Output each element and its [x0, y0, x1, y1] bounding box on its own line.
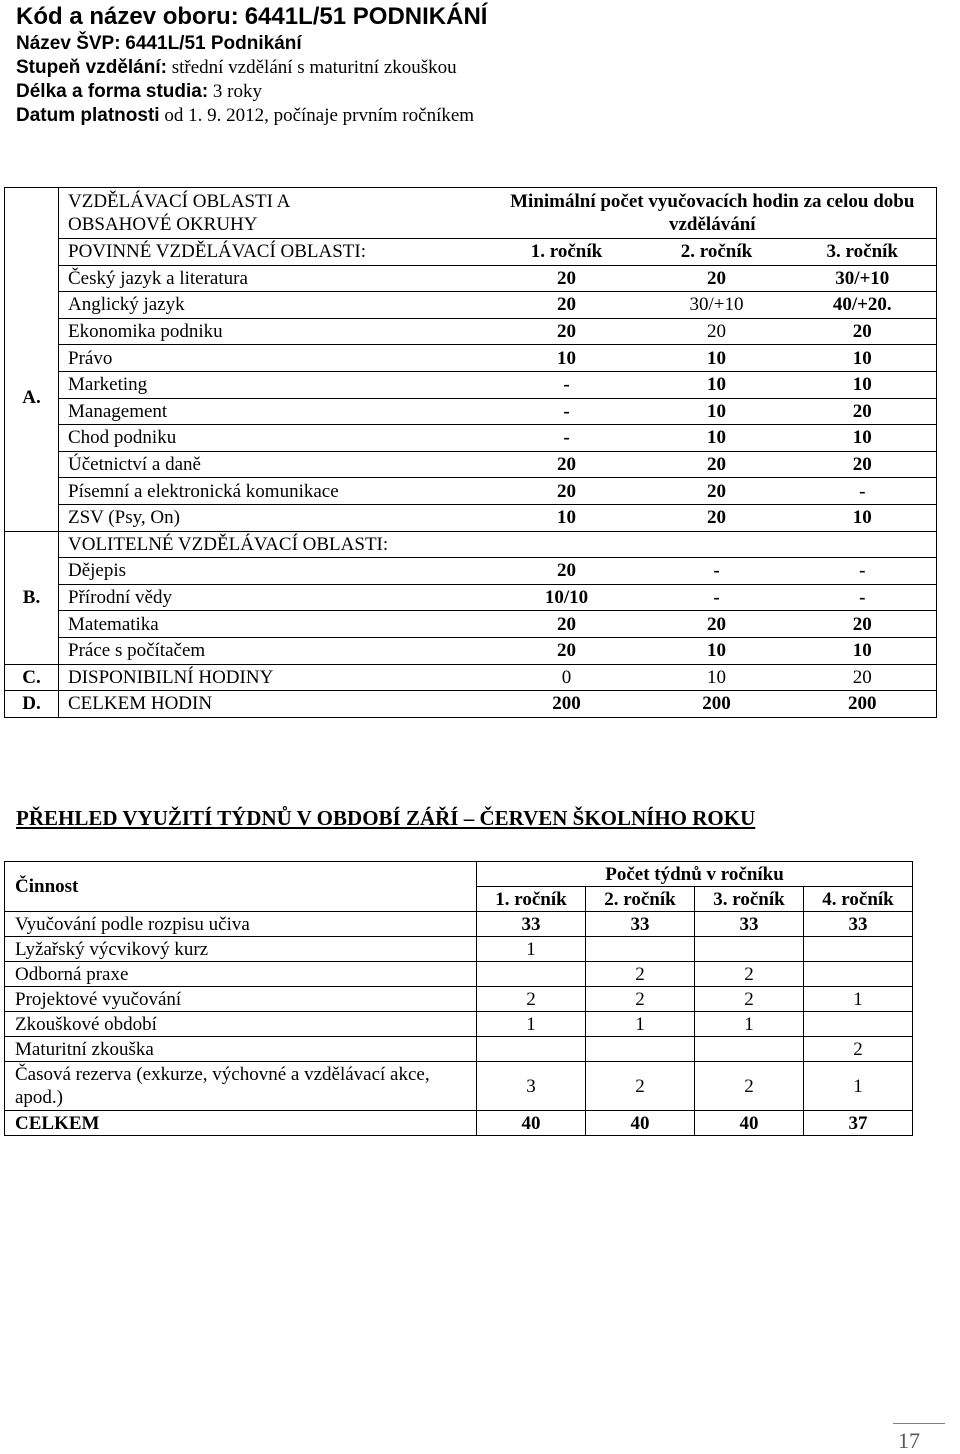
value-cell: 40 — [695, 1111, 804, 1136]
table-row — [5, 1037, 913, 1062]
optional-label: VOLITELNÉ VZDĚLÁVACÍ OBLASTI: — [59, 531, 489, 558]
value-cell: 3 — [477, 1062, 586, 1111]
document-header — [16, 2, 487, 128]
value-cell: 37 — [804, 1111, 913, 1136]
subject-name: Účetnictví a daně — [59, 451, 489, 478]
table-row — [5, 371, 937, 398]
page-number-rule — [893, 1423, 945, 1424]
value-cell: 10/10 — [489, 584, 645, 611]
value-cell: 20 — [645, 265, 789, 292]
value-cell: 2 — [586, 1062, 695, 1111]
value-cell: 20 — [489, 637, 645, 664]
subject-name: Anglický jazyk — [59, 292, 489, 319]
weeks-overview-table — [4, 861, 913, 1136]
value-cell: 10 — [789, 425, 937, 452]
total-row — [5, 1111, 913, 1136]
weeks-header: Počet týdnů v ročníku — [477, 862, 913, 887]
table-row — [5, 987, 913, 1012]
year-1-header: 1. ročník — [489, 239, 645, 266]
table-row — [5, 637, 937, 664]
value-cell — [477, 962, 586, 987]
value-cell: - — [645, 558, 789, 585]
value-cell: 2 — [695, 1062, 804, 1111]
section-title: PŘEHLED VYUŽITÍ TÝDNŮ V OBDOBÍ ZÁŘÍ – ČERVEN ŠKOLNÍHO ROKU — [16, 806, 756, 830]
study-length — [16, 80, 487, 104]
value-cell: - — [489, 371, 645, 398]
table-row — [5, 451, 937, 478]
validity-label: Datum platnosti — [16, 105, 160, 126]
table-row — [5, 318, 937, 345]
validity-date — [16, 104, 487, 128]
available-hours-label: DISPONIBILNÍ HODINY — [59, 664, 489, 691]
value-cell: 10 — [645, 425, 789, 452]
education-level — [16, 56, 487, 80]
value-cell: 2 — [477, 987, 586, 1012]
activity-name: Vyučování podle rozpisu učiva — [5, 912, 477, 937]
value-cell: 2 — [804, 1037, 913, 1062]
svp-label: Název ŠVP: — [16, 33, 121, 54]
value-cell: 20 — [489, 451, 645, 478]
value-cell: 20 — [489, 292, 645, 319]
section-d-label: D. — [5, 691, 59, 718]
activity-name: Projektové vyučování — [5, 987, 477, 1012]
value-cell: 2 — [586, 962, 695, 987]
value-cell: 10 — [489, 504, 645, 531]
value-cell: 20 — [489, 478, 645, 505]
value-cell: 33 — [804, 912, 913, 937]
year-3-header: 3. ročník — [695, 887, 804, 912]
total-hours-label: CELKEM HODIN — [59, 691, 489, 718]
min-hours-header: Minimální počet vyučovacích hodin za celou dobu vzdělávání — [510, 191, 915, 235]
activity-name: Zkouškové období — [5, 1012, 477, 1037]
value-cell: 10 — [789, 504, 937, 531]
available-hours-row — [5, 664, 937, 691]
value-cell: 10 — [645, 371, 789, 398]
value-cell: 40 — [586, 1111, 695, 1136]
table-row — [5, 425, 937, 452]
value-cell — [804, 1012, 913, 1037]
value-cell: 10 — [489, 345, 645, 372]
value-cell: 1 — [804, 987, 913, 1012]
education-level-label: Stupeň vzdělání: — [16, 57, 167, 78]
value-cell: 20 — [789, 664, 937, 691]
value-cell: 2 — [695, 962, 804, 987]
value-cell — [804, 937, 913, 962]
svp-name — [16, 32, 487, 56]
education-level-value: střední vzdělání s maturitní zkouškou — [171, 57, 457, 78]
table-row — [5, 398, 937, 425]
year-4-header: 4. ročník — [804, 887, 913, 912]
subject-name: Písemní a elektronická komunikace — [59, 478, 489, 505]
curriculum-hours-table — [4, 187, 937, 718]
subject-name: Chod podniku — [59, 425, 489, 452]
value-cell: 200 — [489, 691, 645, 718]
activity-name: Maturitní zkouška — [5, 1037, 477, 1062]
value-cell: 10 — [645, 637, 789, 664]
value-cell — [695, 1037, 804, 1062]
year-3-header: 3. ročník — [789, 239, 937, 266]
subject-name: Český jazyk a literatura — [59, 265, 489, 292]
value-cell: 1 — [586, 1012, 695, 1037]
value-cell: 30/+10 — [645, 292, 789, 319]
value-cell: - — [789, 584, 937, 611]
value-cell: 200 — [645, 691, 789, 718]
value-cell: 10 — [645, 345, 789, 372]
subject-name: Ekonomika podniku — [59, 318, 489, 345]
value-cell: 20 — [789, 451, 937, 478]
field-code-name — [16, 2, 487, 32]
value-cell: 20 — [789, 398, 937, 425]
table-row — [5, 265, 937, 292]
table-row — [5, 345, 937, 372]
value-cell: 20 — [489, 558, 645, 585]
table-row — [5, 292, 937, 319]
value-cell: 20 — [645, 504, 789, 531]
table-row — [5, 937, 913, 962]
areas-header: VZDĚLÁVACÍ OBLASTI A OBSAHOVÉ OKRUHY — [59, 188, 489, 239]
section-b-label: B. — [5, 531, 59, 664]
value-cell: 20 — [645, 318, 789, 345]
mandatory-header-row — [5, 239, 937, 266]
field-value: 6441L/51 PODNIKÁNÍ — [244, 3, 488, 30]
activity-header: Činnost — [5, 862, 477, 912]
value-cell: 1 — [477, 1012, 586, 1037]
value-cell — [477, 1037, 586, 1062]
value-cell: 20 — [645, 611, 789, 638]
value-cell: 20 — [645, 478, 789, 505]
table-row — [5, 558, 937, 585]
value-cell — [804, 962, 913, 987]
subject-name: Práce s počítačem — [59, 637, 489, 664]
table-row — [5, 504, 937, 531]
total-label: CELKEM — [5, 1111, 477, 1136]
value-cell — [586, 1037, 695, 1062]
subject-name: Právo — [59, 345, 489, 372]
field-label: Kód a název oboru: — [16, 3, 239, 30]
table-row — [5, 912, 913, 937]
subject-name: Matematika — [59, 611, 489, 638]
value-cell: 20 — [789, 318, 937, 345]
section-a-label: A. — [5, 265, 59, 531]
section-c-label: C. — [5, 664, 59, 691]
value-cell: 20 — [489, 318, 645, 345]
value-cell: - — [789, 478, 937, 505]
value-cell: 20 — [645, 451, 789, 478]
year-2-header: 2. ročník — [586, 887, 695, 912]
value-cell: 2 — [586, 987, 695, 1012]
value-cell: 40/+20. — [789, 292, 937, 319]
study-length-label: Délka a forma studia: — [16, 81, 209, 102]
value-cell: - — [489, 398, 645, 425]
activity-name: Odborná praxe — [5, 962, 477, 987]
value-cell: 10 — [789, 637, 937, 664]
table-row — [5, 1062, 913, 1111]
svp-value: 6441L/51 Podnikání — [125, 33, 302, 54]
subject-name: Management — [59, 398, 489, 425]
value-cell: - — [789, 558, 937, 585]
study-length-value: 3 roky — [212, 81, 262, 102]
activity-name: Lyžařský výcvikový kurz — [5, 937, 477, 962]
subject-name: Přírodní vědy — [59, 584, 489, 611]
table-header-row — [5, 188, 937, 239]
value-cell: 33 — [586, 912, 695, 937]
value-cell: 20 — [489, 265, 645, 292]
value-cell: 10 — [645, 664, 789, 691]
table-row — [5, 1012, 913, 1037]
value-cell: 20 — [489, 611, 645, 638]
subject-name: ZSV (Psy, On) — [59, 504, 489, 531]
year-1-header: 1. ročník — [477, 887, 586, 912]
value-cell: 2 — [695, 987, 804, 1012]
validity-value: od 1. 9. 2012, počínaje prvním ročníkem — [164, 105, 475, 126]
value-cell: - — [645, 584, 789, 611]
value-cell: 1 — [804, 1062, 913, 1111]
subject-name: Dějepis — [59, 558, 489, 585]
value-cell: 20 — [789, 611, 937, 638]
value-cell: 10 — [789, 371, 937, 398]
value-cell: 30/+10 — [789, 265, 937, 292]
value-cell — [586, 937, 695, 962]
value-cell: 1 — [695, 1012, 804, 1037]
value-cell — [695, 937, 804, 962]
value-cell: 10 — [789, 345, 937, 372]
value-cell: 33 — [695, 912, 804, 937]
value-cell: 10 — [645, 398, 789, 425]
value-cell: 0 — [489, 664, 645, 691]
table-header-row — [5, 862, 913, 887]
table-row — [5, 478, 937, 505]
page-number: 17 — [898, 1428, 920, 1453]
year-2-header: 2. ročník — [645, 239, 789, 266]
table-row — [5, 584, 937, 611]
table-row — [5, 962, 913, 987]
optional-header-row — [5, 531, 937, 558]
value-cell: 40 — [477, 1111, 586, 1136]
value-cell: - — [489, 425, 645, 452]
value-cell: 200 — [789, 691, 937, 718]
subject-name: Marketing — [59, 371, 489, 398]
mandatory-label: POVINNÉ VZDĚLÁVACÍ OBLASTI: — [59, 239, 489, 266]
total-hours-row — [5, 691, 937, 718]
activity-name: Časová rezerva (exkurze, výchovné a vzdělávací akce, apod.) — [5, 1062, 477, 1111]
value-cell: 1 — [477, 937, 586, 962]
table-row — [5, 611, 937, 638]
value-cell: 33 — [477, 912, 586, 937]
